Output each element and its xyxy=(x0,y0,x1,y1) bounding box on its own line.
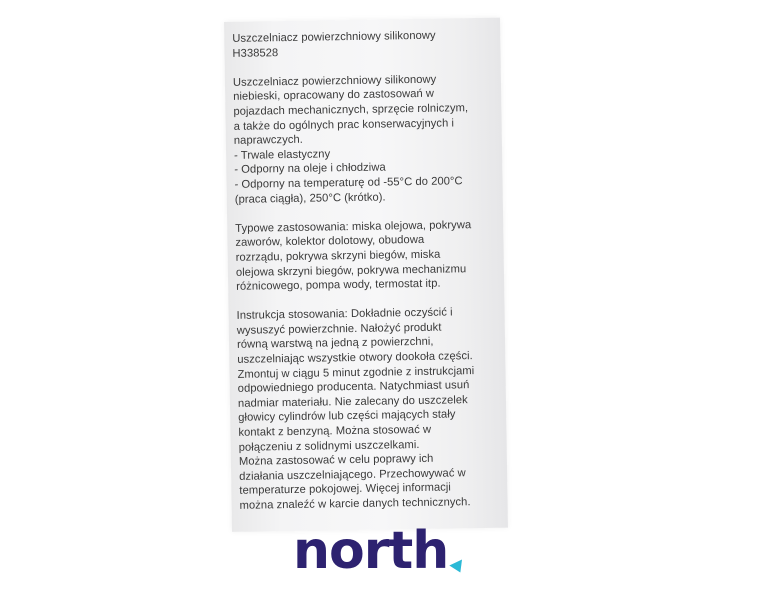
feature-item: - Odporny na temperaturę od -55°C do 200°C (praca ciągła), 250°C (krótko). xyxy=(234,175,463,206)
product-label xyxy=(224,18,508,532)
north-logo xyxy=(293,521,465,581)
logo-wordmark: north xyxy=(293,521,449,581)
label-text xyxy=(232,28,502,514)
product-code: H338528 xyxy=(232,46,279,60)
feature-item: - Trwale elastyczny xyxy=(234,148,331,162)
instructions-text: Instrukcja stosowania: Dokładnie oczyścić i wysuszyć powierzchnie. Nałożyć produkt równą warstwą na jedną z powierzchni, uszczelniając wszystkie otwory dookoła części. Zmontuj w ciągu 5 minut zgodnie z instrukcjami odpowiedniego producenta. Natychmiast usuń nadmiar materiału. Nie zalecany do uszczelek głowicy cylindrów lub części mających stały kontakt z benzyną. Można stosować w połączeniu z solidnymi uszczelkami. Można zastosować w celu poprawy ich działania uszczelniającego. Przechowywać w temperaturze pokojowej. Więcej informacji można znaleźć w karcie danych technicznych. xyxy=(236,306,475,512)
feature-item: - Odporny na oleje i chłodziwa xyxy=(234,161,386,177)
product-title: Uszczelniacz powierzchniowy silikonowy xyxy=(232,29,436,45)
applications-text: Typowe zastosowania: miska olejowa, pokrywa zaworów, kolektor dolotowy, obudowa rozrządu, pokrywa skrzyni biegów, miska olejowa skrzyni biegów, pokrywa mechanizmu różnicowego, pompa wody, termostat itp. xyxy=(235,218,472,293)
arrow-icon xyxy=(450,560,467,576)
product-description: Uszczelniacz powierzchniowy silikonowy niebieski, opracowany do zastosowań w pojazdach mechanicznych, sprzęcie rolniczym, a także do ogólnych prac konserwacyjnych i naprawczych. xyxy=(232,73,469,148)
